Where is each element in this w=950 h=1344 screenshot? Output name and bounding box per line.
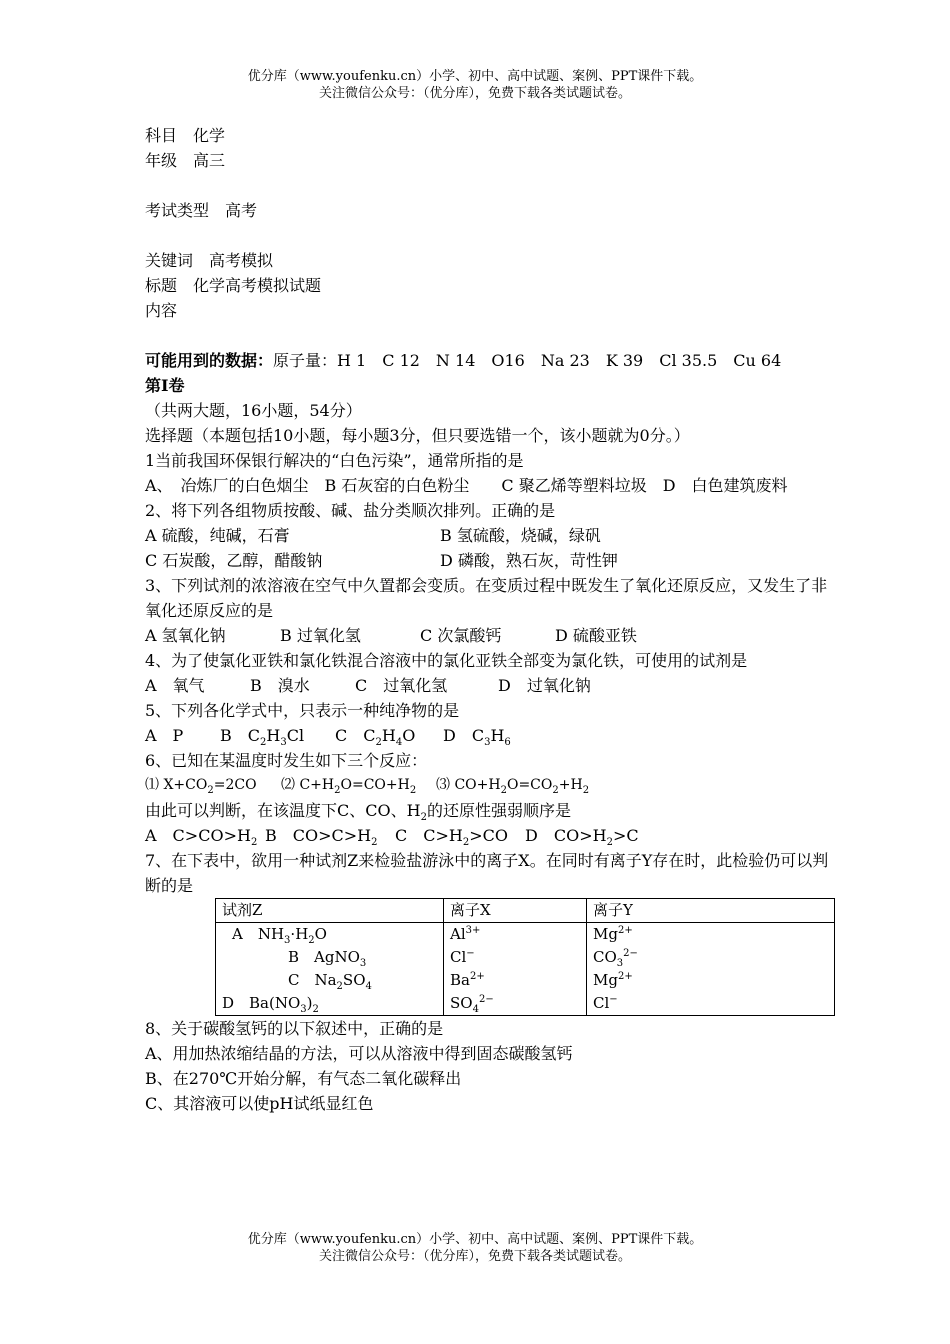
reagent-b: B AgNO$_3$ <box>288 948 367 969</box>
meta-title: 标题 化学高考模拟试题 <box>145 276 322 295</box>
q3-option-d: D 硫酸亚铁 <box>555 626 637 645</box>
meta-subject: 科目 化学 <box>145 126 226 145</box>
volume-note: （共两大题，16小题，54分） <box>145 401 362 420</box>
q6-option-a: A $C>CO>H_2$ <box>145 826 258 849</box>
q6-reaction-3: ⑶ $CO+H_2O=CO_2+H_2$ <box>436 777 590 796</box>
ion-y-c: $Mg^{2+}$ <box>593 971 633 989</box>
q1-stem: 1当前我国环保银行解决的“白色污染”，通常所指的是 <box>145 451 524 470</box>
q3-option-c: C 次氯酸钙 <box>420 626 502 645</box>
q6-option-c: C $C>H_2>CO$ <box>395 826 508 849</box>
q6-reaction-1: ⑴ $X+CO_2=2CO$ <box>145 777 257 796</box>
q7-table <box>215 898 835 1016</box>
q2-option-a: A 硫酸，纯碱，石膏 <box>145 526 290 545</box>
q6-option-d: D $CO>H_2>C$ <box>525 826 639 849</box>
q2-options-cd <box>145 548 835 573</box>
ion-y-a: $Mg^{2+}$ <box>593 925 633 943</box>
q6-reactions <box>145 773 835 798</box>
q6-stem: 6、已知在某温度时发生如下三个反应： <box>145 751 428 770</box>
header-line-1: 优分库（www.youfenku.cn）小学、初中、高中试题、案例、PPT课件下载。 <box>247 69 703 84</box>
q4-option-a: A 氧气 <box>145 676 205 695</box>
ion-x-column <box>444 923 587 1016</box>
ion-x-b: Cl− <box>450 948 475 966</box>
q8-stem: 8、关于碳酸氢钙的以下叙述中，正确的是 <box>145 1019 444 1038</box>
q4-options <box>145 673 835 698</box>
table-header-row <box>216 899 835 923</box>
q8-option-c: C、其溶液可以使pH试纸显红色 <box>145 1094 374 1113</box>
page-footer <box>0 1231 950 1265</box>
q4-option-d: D 过氧化钠 <box>498 676 591 695</box>
reagent-column <box>216 923 444 1016</box>
meta-grade: 年级 高三 <box>145 151 226 170</box>
ion-y-column <box>587 923 835 1016</box>
q3-option-b: B 过氧化氢 <box>280 626 361 645</box>
header-reagent-z: 试剂Z <box>216 899 444 923</box>
footer-line-1: 优分库（www.youfenku.cn）小学、初中、高中试题、案例、PPT课件下载。 <box>247 1232 703 1247</box>
q5-option-c: C $C_2H_4O$ <box>335 726 416 749</box>
q5-option-b: B $C_2H_3Cl$ <box>220 726 305 749</box>
q2-option-b: B 氢硫酸，烧碱，绿矾 <box>440 526 601 545</box>
q2-stem: 2、将下列各组物质按酸、碱、盐分类顺次排列。正确的是 <box>145 501 556 520</box>
q1-options: A、 冶炼厂的白色烟尘 B 石灰窑的白色粉尘 C 聚乙烯等塑料垃圾 D 白色建筑废料 <box>145 476 788 495</box>
q7-stem: 7、在下表中，欲用一种试剂Z来检验盐游泳中的离子X。在同时有离子Y存在时，此检验仍可以判断的是 <box>145 851 829 895</box>
header-ion-y: 离子Y <box>587 899 835 923</box>
volume-title: 第Ⅰ卷 <box>145 376 185 395</box>
q3-option-a: A 氢氧化钠 <box>145 626 226 645</box>
q6-conclusion: 由此可以判断，在该温度下C、CO、$H_2$的还原性强弱顺序是 <box>145 801 571 824</box>
meta-keywords: 关键词 高考模拟 <box>145 251 274 270</box>
table-row <box>216 923 835 1016</box>
ion-y-b: $CO_3^{2-}$ <box>593 948 638 969</box>
q2-options-ab <box>145 523 835 548</box>
q6-option-b: B $CO>C>H_2$ <box>265 826 378 849</box>
ion-y-d: Cl− <box>593 994 618 1012</box>
q2-option-c: C 石炭酸，乙醇，醋酸钠 <box>145 551 323 570</box>
q8-option-b: B、在270℃开始分解，有气态二氧化碳释出 <box>145 1069 462 1088</box>
q3-options <box>145 623 835 648</box>
q3-stem: 3、下列试剂的浓溶液在空气中久置都会变质。在变质过程中既发生了氧化还原反应，又发生了非氧化还原反应的是 <box>145 576 828 620</box>
q5-options <box>145 723 835 748</box>
q5-stem: 5、下列各化学式中，只表示一种纯净物的是 <box>145 701 460 720</box>
document-body <box>145 123 835 1116</box>
data-label: 可能用到的数据： <box>145 351 274 370</box>
data-text: 原子量：H 1 C 12 N 14 O16 Na 23 K 39 Cl 35.5 Cu 64 <box>273 351 782 370</box>
q4-option-b: B 溴水 <box>250 676 310 695</box>
q4-option-c: C 过氧化氢 <box>355 676 448 695</box>
meta-content: 内容 <box>145 301 178 320</box>
footer-line-2: 关注微信公众号：（优分库），免费下载各类试题试卷。 <box>318 1249 631 1264</box>
q5-option-d: D $C_3H_6$ <box>443 726 511 749</box>
reagent-c: C $Na_2SO_4$ <box>288 971 372 992</box>
atomic-mass-data <box>145 348 835 373</box>
ion-x-c: $Ba^{2+}$ <box>450 971 485 989</box>
header-line-2: 关注微信公众号：（优分库），免费下载各类试题试卷。 <box>318 86 631 101</box>
header-ion-x: 离子X <box>444 899 587 923</box>
q5-option-a: A P <box>145 726 184 745</box>
q6-options <box>145 823 835 848</box>
q6-reaction-2: ⑵ $C+H_2O=CO+H_2$ <box>281 777 417 796</box>
q8-option-a: A、用加热浓缩结晶的方法，可以从溶液中得到固态碳酸氢钙 <box>145 1044 573 1063</box>
meta-exam-type: 考试类型 高考 <box>145 201 258 220</box>
section-title: 选择题（本题包括10小题，每小题3分，但只要选错一个，该小题就为0分。） <box>145 426 690 445</box>
q2-option-d: D 磷酸，熟石灰，苛性钾 <box>440 551 618 570</box>
ion-x-d: $SO_4^{2-}$ <box>450 994 494 1015</box>
ion-x-a: $Al^{3+}$ <box>450 925 481 943</box>
reagent-d: D $Ba(NO_3)_2$ <box>222 994 319 1015</box>
q4-stem: 4、为了使氯化亚铁和氯化铁混合溶液中的氯化亚铁全部变为氯化铁，可使用的试剂是 <box>145 651 748 670</box>
page-header <box>0 68 950 102</box>
reagent-a: A $NH_3\cdot H_2O$ <box>232 925 327 946</box>
